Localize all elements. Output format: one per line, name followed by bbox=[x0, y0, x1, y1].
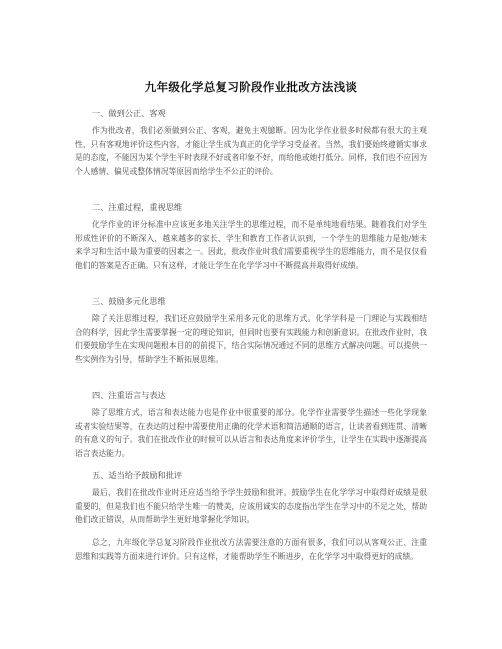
section-paragraph-2: 化学作业的评分标准中应该更多地关注学生的思维过程，而不是单纯地看结果。随着我们对学生形成性评价的不断深入，越来越多的家长、学生和教育工作者认识到，一个学生的思维能力是他/她未来学习和生活中最为重要的因素之一。因此，批改作业时我们需要重视学生的思维能力，而不是仅仅看他们的答案是否正确。只有这样，才能让学生在化学学习中不断提高并取得好成绩。 bbox=[75, 220, 427, 271]
section-heading-3: 三、鼓励多元化思维 bbox=[92, 296, 166, 306]
document-title: 九年级化学总复习阶段作业批改方法浅谈 bbox=[144, 80, 358, 94]
section-heading-1: 一、做到公正、客观 bbox=[92, 108, 166, 118]
section-paragraph-4: 除了思维方式，语言和表达能力也是作业中很重要的部分。化学作业需要学生描述一些化学现象或者实验结果等，在表达的过程中需要使用正确的化学术语和简洁通顺的语言，让读者看到连贯、清晰的有意义的句子。我们在批改作业的时候可以从语言和表达角度来评价学生，让学生在实践中逐渐提高语言表达能力。 bbox=[75, 408, 427, 459]
section-heading-4: 四、注重语言与表达 bbox=[92, 390, 166, 400]
section-paragraph-1: 作为批改者，我们必须做到公正、客观，避免主观臆断。因为化学作业很多时候都有很大的主观性，只有客观地评价这些内容，才能让学生成为真正的化学学习受益者。当然，我们要始终遵循实事求是的态度，不能因为某个学生平时表现不好或者印象不好，而给他或她打低分。同样，我们也不应因为个人感情、偏见或整体情况等原因而给学生不公正的评价。 bbox=[75, 126, 427, 177]
section-heading-5: 五、适当给予鼓励和批评 bbox=[92, 470, 183, 480]
section-heading-2: 二、注重过程，重视思维 bbox=[92, 202, 183, 212]
section-paragraph-3: 除了关注思维过程，我们还应鼓励学生采用多元化的思维方式。化学学科是一门理论与实践相结合的科学，因此学生需要掌握一定的理论知识，但同时也要有实践能力和创新意识。在批改作业时，我们要鼓励学生在实现问题根本目的的前提下，结合实际情况通过不同的思维方式解决问题。可以提供一些实例作为引导，帮助学生不断拓展思维。 bbox=[75, 314, 427, 365]
section-paragraph-5: 最后，我们在批改作业时还应适当给予学生鼓励和批评。鼓励学生在化学学习中取得好成绩是很重要的，但是我们也不能只给学生唯一的赞美，应该用诚实的态度指出学生在学习中的不足之处，帮助他们改正错误，从而帮助学生更好地掌握化学知识。 bbox=[75, 488, 427, 525]
conclusion-paragraph: 总之，九年级化学总复习阶段作业批改方法需要注意的方面有很多，我们可以从客观公正、注重思维和实践等方面来进行评价。只有这样，才能帮助学生不断进步，在化学学习中取得更好的成绩。 bbox=[75, 538, 427, 561]
